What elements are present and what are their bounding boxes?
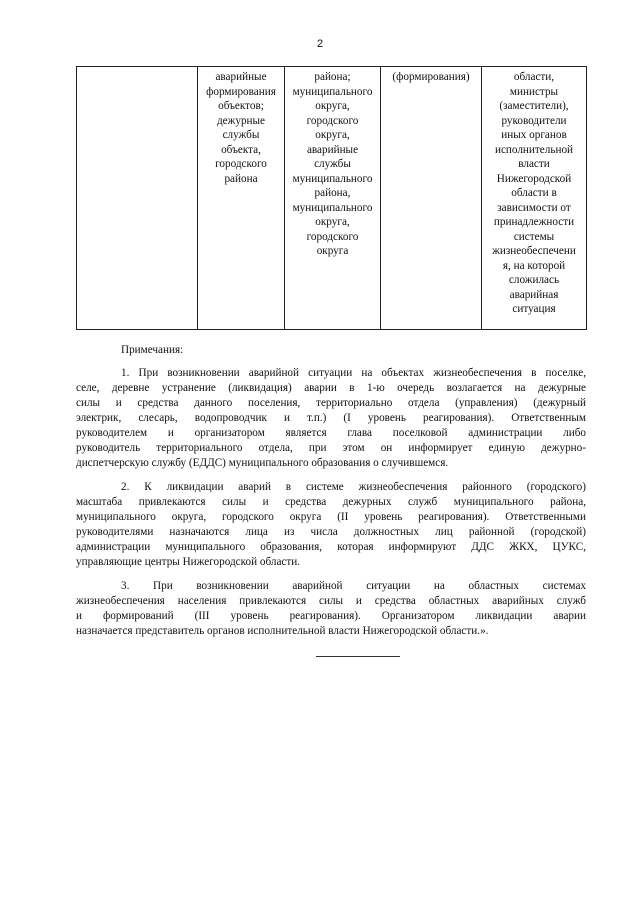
- table-cell-line: сложилась: [508, 274, 560, 286]
- table-cell-line: ситуация: [512, 303, 556, 315]
- table-cell: [198, 67, 285, 330]
- table-cell-line: округа: [316, 245, 349, 257]
- table-cell: [381, 67, 482, 330]
- table-cell-line: (заместители),: [499, 100, 569, 112]
- note-line: управляющие центры Нижегородской области.: [76, 556, 301, 568]
- note-line: силы и средства данного поселения, территориально отдела (управления) (дежурный: [76, 397, 586, 409]
- note-line: администрации муниципального образования, которая информируют ДДС ЖКХ, ЦУКС,: [76, 541, 586, 553]
- table-cell-line: муниципального: [292, 201, 373, 214]
- notes-section: [76, 343, 586, 648]
- table-cell-line: дежурные: [216, 114, 266, 127]
- table-cell-line: аварийные: [306, 143, 359, 156]
- table-cell-line: муниципального: [292, 85, 373, 98]
- note-paragraph: [76, 579, 586, 639]
- table-cell-line: округа,: [315, 100, 350, 112]
- notes-title: Примечания:: [121, 344, 184, 356]
- table-cell-line: службы: [314, 158, 351, 170]
- table-cell-line: городского: [215, 158, 267, 170]
- table-cell-line: министры: [509, 85, 559, 98]
- table-cell: [285, 67, 381, 330]
- table-cell-line: района;: [314, 71, 351, 83]
- note-paragraph: [76, 366, 586, 471]
- note-line: руководителями назначаются лица из числа должностных лиц районной (городской): [76, 526, 586, 538]
- table-cell-line: городского: [306, 114, 359, 127]
- table-cell-line: Нижегородской: [496, 172, 572, 185]
- table-cell-line: я, на которой: [502, 259, 566, 272]
- note-line: руководителем и организатором является глава поселковой администрации либо: [76, 427, 586, 439]
- end-divider: [316, 656, 400, 657]
- table-cell: [77, 67, 198, 330]
- note-line: масштаба привлекаются силы и средства дежурных служб муниципального района,: [76, 496, 586, 508]
- responsibility-table: [76, 66, 587, 330]
- table-cell-line: района,: [314, 187, 351, 199]
- note-line: жизнеобеспечения населения привлекаются силы и средства областных аварийных служб: [76, 595, 586, 607]
- table-cell-line: формирования: [206, 85, 276, 98]
- table-cell-line: иных органов: [501, 129, 567, 141]
- table-cell-line: округа,: [315, 129, 350, 141]
- table-cell: [482, 67, 587, 330]
- table-cell-line: зависимости от: [497, 201, 571, 214]
- table-cell-line: городского: [306, 230, 359, 243]
- table-cell-line: власти: [518, 158, 550, 170]
- table-cell-line: принадлежности: [493, 216, 575, 228]
- table-cell-line: района: [224, 172, 258, 185]
- note-line: диспетчерскую службу (ЕДДС) муниципального образования о случившемся.: [76, 457, 449, 469]
- table-cell-line: аварийные: [215, 71, 267, 83]
- note-line: 2. К ликвидации аварий в системе жизнеобеспечения районного (городского): [121, 481, 586, 493]
- table-cell-line: службы: [222, 129, 260, 141]
- table-cell-line: области,: [513, 71, 555, 83]
- table-cell-line: объектов;: [218, 100, 264, 112]
- note-line: селе, деревне устранение (ликвидация) аварии в 1-ю очередь возлагается на дежурные: [76, 382, 586, 394]
- table-cell-line: области в: [511, 187, 557, 199]
- table-cell-line: аварийная: [509, 288, 559, 301]
- table-cell-line: жизнеобеспечени: [492, 245, 576, 257]
- note-line: руководитель территориального отдела, при этом он информирует единую дежурно-: [76, 442, 586, 454]
- note-line: назначается представитель органов исполнительной власти Нижегородской области.».: [76, 625, 489, 637]
- note-paragraph: [76, 480, 586, 570]
- table-cell-line: системы: [513, 230, 555, 243]
- table-cell-line: объекта,: [221, 143, 261, 156]
- note-line: 3. При возникновении аварийной ситуации на областных системах: [121, 580, 586, 592]
- table-cell-line: руководители: [501, 114, 567, 127]
- note-line: муниципального округа, городского округа (II уровень реагирования). Ответственными: [76, 511, 586, 523]
- page-number: 2: [316, 38, 324, 50]
- note-line: 1. При возникновении аварийной ситуации на объектах жизнеобеспечения в поселке,: [121, 367, 586, 379]
- table-cell-line: исполнительной: [494, 143, 574, 156]
- table-cell-line: округа,: [315, 216, 350, 228]
- table-cell-line: (формирования): [392, 71, 470, 83]
- note-line: и формирований (III уровень реагирования). Организатором ликвидации аварии: [76, 610, 586, 622]
- table-cell-line: муниципального: [292, 172, 373, 185]
- note-line: электрик, слесарь, водопроводчик и т.п.) (I уровень реагирования). Ответственным: [76, 412, 586, 424]
- table-row: [77, 67, 587, 330]
